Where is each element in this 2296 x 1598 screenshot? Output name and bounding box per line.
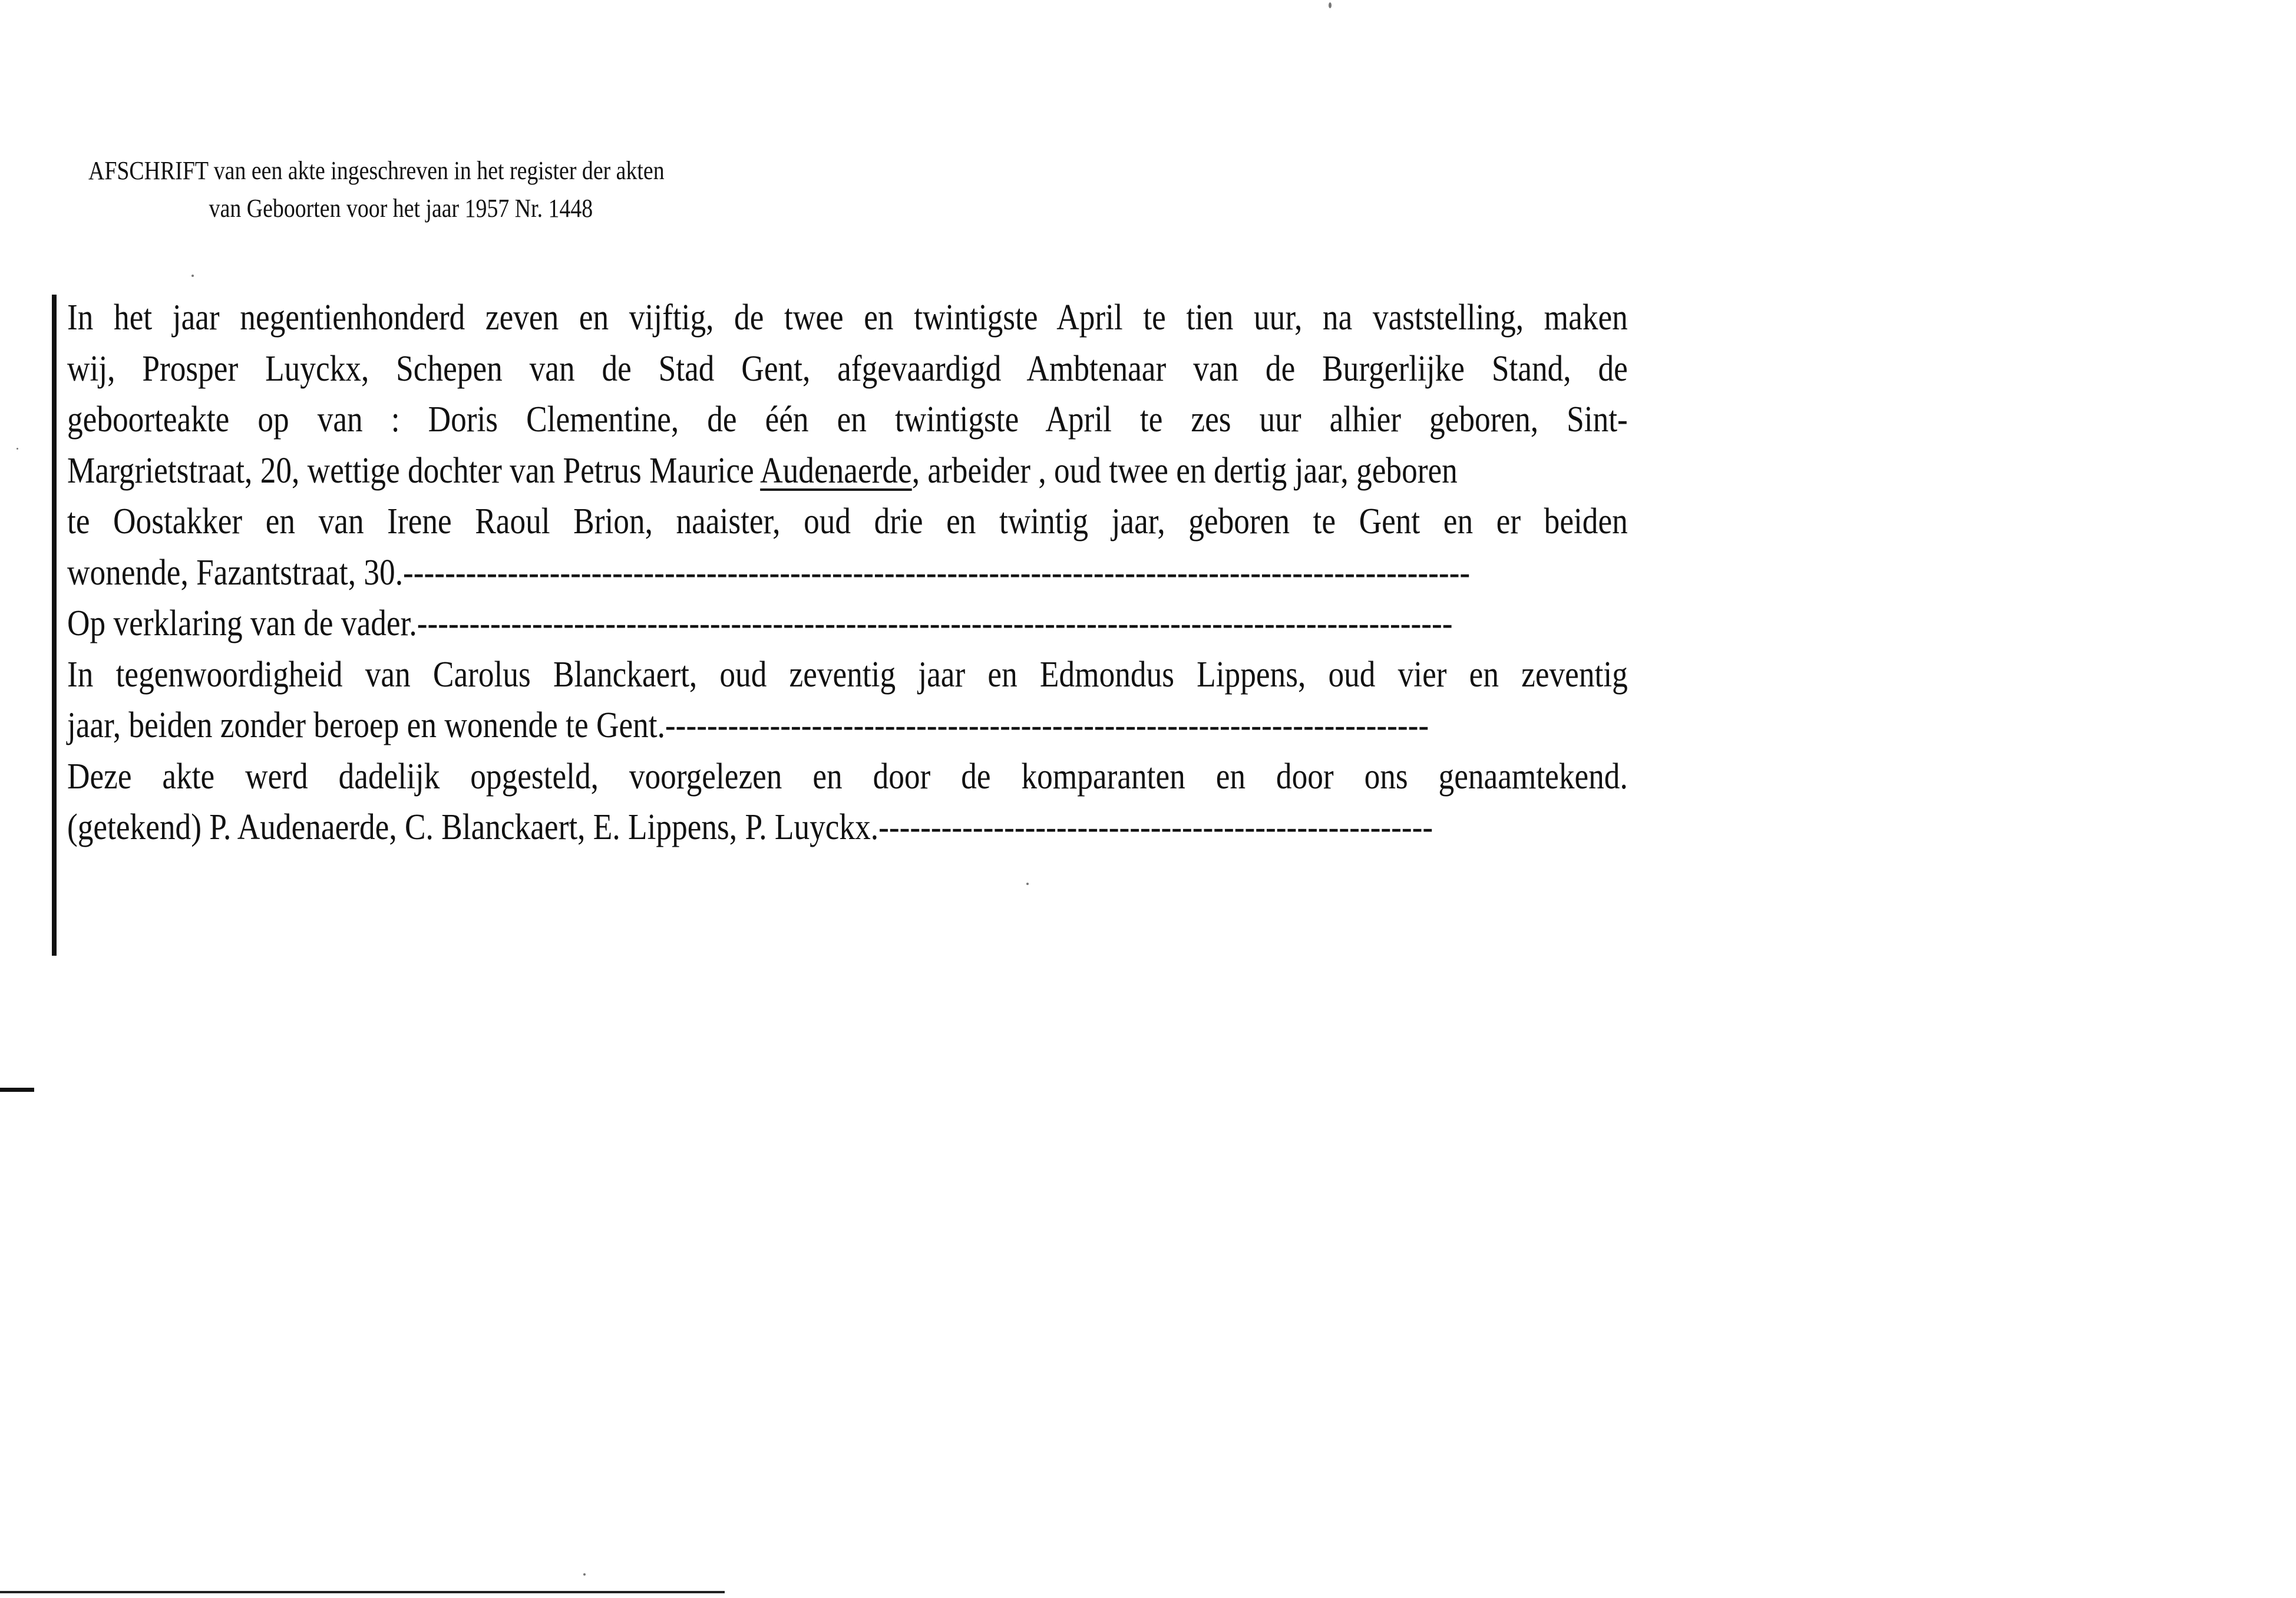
deed-line-8: In tegenwoordigheid van Carolus Blanckaert, oud zeventig jaar en Edmondus Lippens, oud vier en zeventig [67, 654, 1628, 695]
deed-line-4 [67, 445, 1628, 497]
bottom-rule [0, 1591, 725, 1593]
scan-speck [1329, 2, 1332, 8]
deed-line-10: Deze akte werd dadelijk opgesteld, voorgelezen en door de komparanten en door ons genaamtekend. [67, 756, 1628, 797]
scan-speck [191, 275, 194, 277]
deed-line-2: wij, Prosper Luyckx, Schepen van de Stad Gent, afgevaardigd Ambtenaar van de Burgerlijke Stand, de [67, 348, 1628, 389]
left-edge-mark [0, 1088, 34, 1092]
deed-line-1: In het jaar negentienhonderd zeven en vijftig, de twee en twintigste April te tien uur, na vaststelling, maken [67, 298, 1628, 338]
scan-speck [16, 448, 18, 450]
scan-speck [1026, 883, 1029, 885]
deed-text [67, 292, 1628, 853]
deed-line-11: (getekend) P. Audenaerde, C. Blanckaert, E. Lippens, P. Luyckx.----------------------------------------------------- [67, 807, 1433, 847]
deed-line-5: te Oostakker en van Irene Raoul Brion, naaister, oud drie en twintig jaar, geboren te Gent en er beiden [67, 501, 1628, 542]
margin-bar [52, 295, 57, 956]
deed-line-9: jaar, beiden zonder beroep en wonende te Gent.------------------------------------------------------------------------- [67, 705, 1429, 745]
deed-line-4-pre: Margrietstraat, 20, wettige dochter van Petrus Maurice [67, 450, 761, 491]
header-line-1: AFSCHRIFT van een akte ingeschreven in het register der akten [88, 156, 665, 185]
deed-line-6: wonende, Fazantstraat, 30.------------------------------------------------------------------------------------------------------ [67, 552, 1471, 593]
scan-speck [583, 1573, 586, 1576]
header-line-2: van Geboorten voor het jaar 1957 Nr. 1448 [209, 194, 593, 223]
deed-line-4-post: , arbeider , oud twee en dertig jaar, geboren [911, 450, 1458, 491]
deed-line-7: Op verklaring van de vader.--------------------------------------------------------------------------------------------------- [67, 603, 1453, 643]
father-surname: Audenaerde [760, 450, 912, 491]
document-header [88, 152, 798, 227]
deed-line-3: geboorteakte op van : Doris Clementine, de één en twintigste April te zes uur alhier geboren, Sint- [67, 400, 1628, 440]
